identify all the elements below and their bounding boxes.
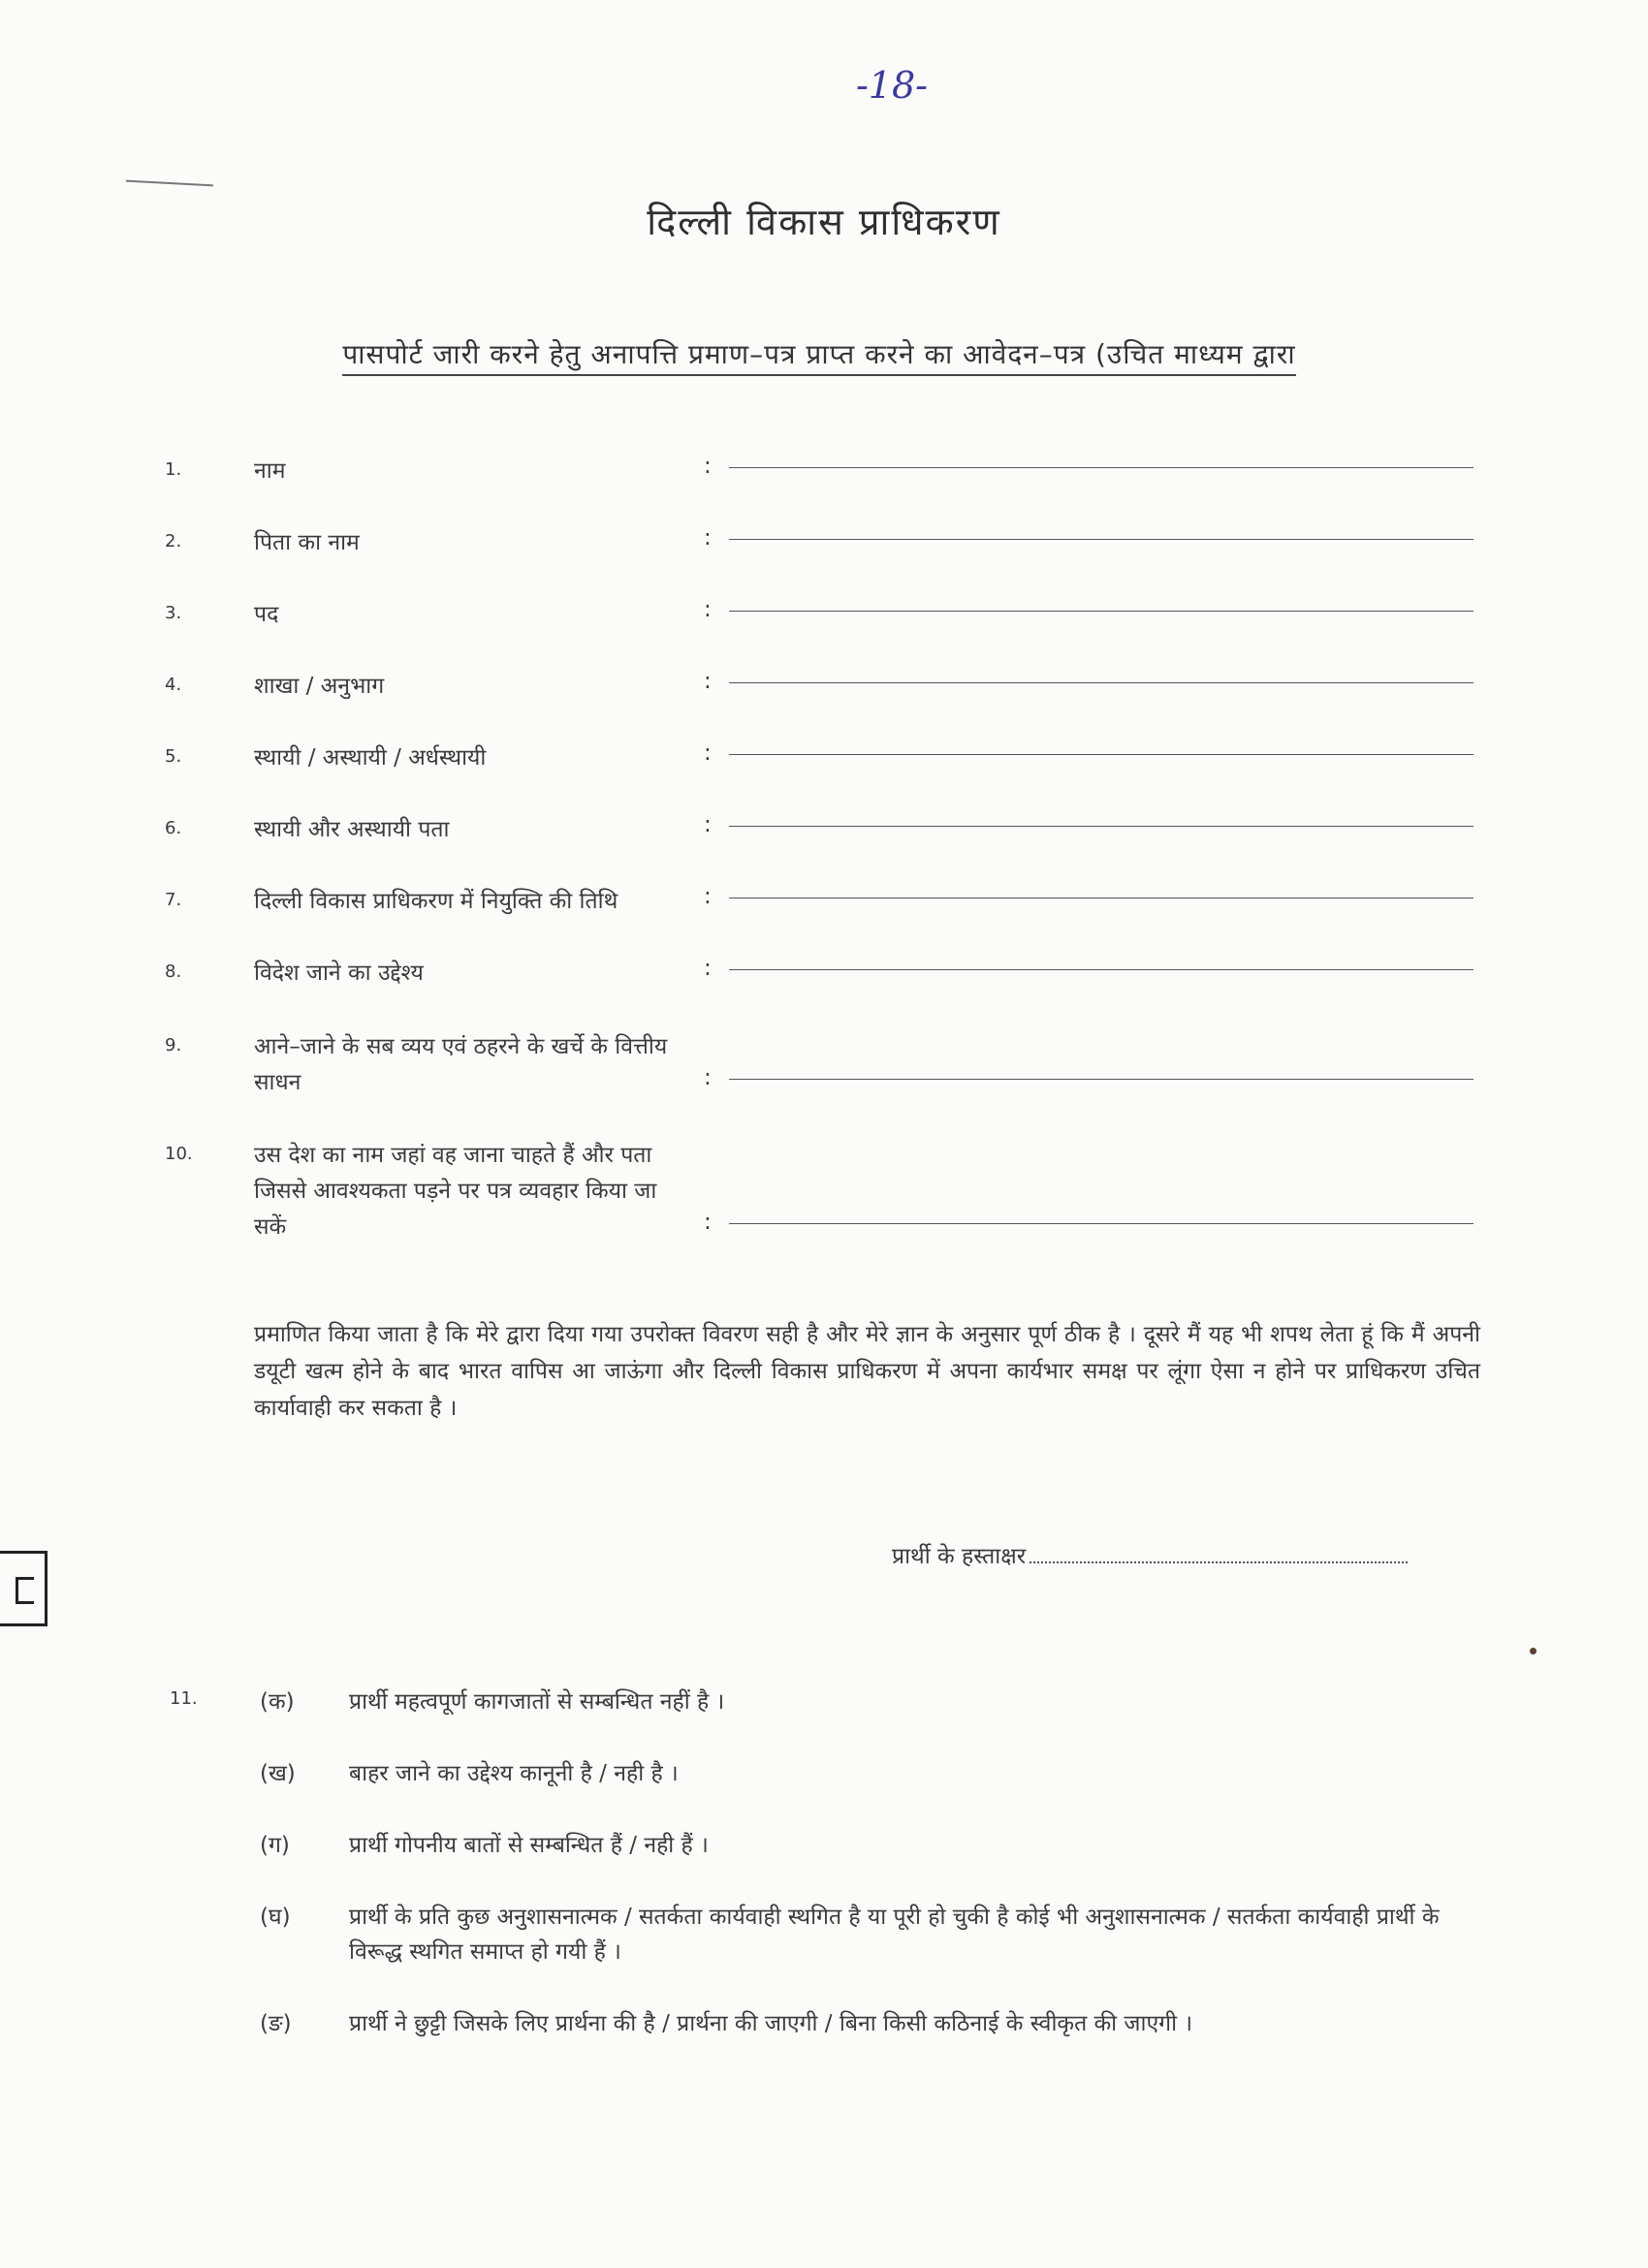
field-colon: :: [704, 1065, 712, 1090]
field-number: 4.: [165, 675, 182, 695]
field-answer-line[interactable]: [729, 682, 1474, 683]
item-text: बाहर जाने का उद्देश्य कानूनी है / नही है ।: [349, 1761, 679, 1786]
signature-line[interactable]: [1030, 1561, 1408, 1563]
item-text: प्रार्थी महत्वपूर्ण कागजातों से सम्बन्धित नहीं है ।: [349, 1689, 725, 1715]
field-colon: :: [704, 1210, 712, 1235]
item-letter: (ङ): [260, 2011, 292, 2036]
field-number: 5.: [165, 746, 182, 767]
field-label: स्थायी / अस्थायी / अर्धस्थायी: [254, 745, 487, 771]
item-text: प्रार्थी के प्रति कुछ अनुशासनात्मक / सतर्कता कार्यवाही स्थगित है या पूरी हो चुकी है कोई भी अनुशासनात्मक / सतर्कता कार्यवाही प्रार्थी के विरूद्ध स्थगित समाप्त हो गयी हैं ।: [349, 1905, 1440, 1965]
item-letter: (क): [260, 1689, 295, 1715]
binder-clip-mark: [0, 1551, 48, 1626]
field-answer-line[interactable]: [729, 826, 1474, 827]
field-colon: :: [704, 597, 712, 622]
document-subtitle: [218, 335, 1420, 372]
field-answer-line[interactable]: [729, 467, 1474, 468]
declaration-paragraph: प्रमाणित किया जाता है कि मेरे द्वारा दिया गया उपरोक्त विवरण सही है और मेरे ज्ञान के अनुसार पूर्ण ठीक है । दूसरे मैं यह भी शपथ लेता हूं कि मैं अपनी डयूटी खत्म होने के बाद भारत वापिस आ जाऊंगा और दिल्ली विकास प्राधिकरण में अपना कार्यभार समक्ष पर लूंगा ऐसा न होने पर प्राधिकरण उचित कार्यावाही कर सकता है ।: [254, 1322, 1480, 1421]
field-colon: :: [704, 740, 712, 766]
item-letter: (ग): [260, 1833, 290, 1858]
subtitle-text: पासपोर्ट जारी करने हेतु अनापत्ति प्रमाण–पत्र प्राप्त करने का आवेदन–पत्र (उचित माध्यम द्वारा: [342, 338, 1295, 376]
field-colon: :: [704, 884, 712, 909]
field-label: पद: [254, 602, 279, 627]
field-number: 2.: [165, 531, 182, 551]
field-number: 8.: [165, 961, 182, 982]
item-letter: (घ): [260, 1905, 291, 1930]
field-colon: :: [704, 669, 712, 694]
field-answer-line[interactable]: [729, 969, 1474, 970]
field-answer-line[interactable]: [729, 1223, 1474, 1224]
section-number: 11.: [170, 1688, 198, 1709]
field-label: उस देश का नाम जहां वह जाना चाहते हैं और पता जिससे आवश्यकता पड़ने पर पत्र व्यवहार किया जा सकें: [254, 1143, 657, 1240]
scan-mark: [126, 180, 213, 187]
signature-label: प्रार्थी के हस्ताक्षर: [892, 1544, 1027, 1569]
field-colon: :: [704, 956, 712, 981]
field-colon: :: [704, 525, 712, 551]
field-label: विदेश जाने का उद्देश्य: [254, 961, 424, 986]
field-label: दिल्ली विकास प्राधिकरण में नियुक्ति की तिथि: [254, 889, 618, 914]
field-number: 7.: [165, 890, 182, 910]
item-letter: (ख): [260, 1761, 296, 1786]
field-label: नाम: [254, 458, 286, 484]
field-label: पिता का नाम: [254, 530, 360, 555]
page-number: -18-: [855, 64, 929, 107]
field-answer-line[interactable]: [729, 539, 1474, 540]
field-answer-line[interactable]: [729, 754, 1474, 755]
field-number: 9.: [165, 1035, 182, 1055]
field-answer-line[interactable]: [729, 1079, 1474, 1080]
field-number: 1.: [165, 459, 182, 480]
field-number: 6.: [165, 818, 182, 838]
item-text: प्रार्थी गोपनीय बातों से सम्बन्धित हैं / नही हैं ।: [349, 1833, 709, 1858]
field-colon: :: [704, 454, 712, 479]
field-label: स्थायी और अस्थायी पता: [254, 817, 450, 842]
field-answer-line[interactable]: [729, 611, 1474, 612]
field-number: 10.: [165, 1144, 193, 1164]
document-title: दिल्ली विकास प्राधिकरण: [647, 201, 1001, 243]
field-label: आने–जाने के सब व्यय एवं ठहरने के खर्चे के वित्तीय साधन: [254, 1034, 668, 1095]
ink-speck: [1530, 1648, 1537, 1654]
field-colon: :: [704, 812, 712, 837]
signature-block: [892, 1539, 1408, 1570]
field-label: शाखा / अनुभाग: [254, 674, 385, 699]
item-text: प्रार्थी ने छुट्टी जिसके लिए प्रार्थना की है / प्रार्थना की जाएगी / बिना किसी कठिनाई के स्वीकृत की जाएगी ।: [349, 2011, 1193, 2036]
field-number: 3.: [165, 603, 182, 623]
